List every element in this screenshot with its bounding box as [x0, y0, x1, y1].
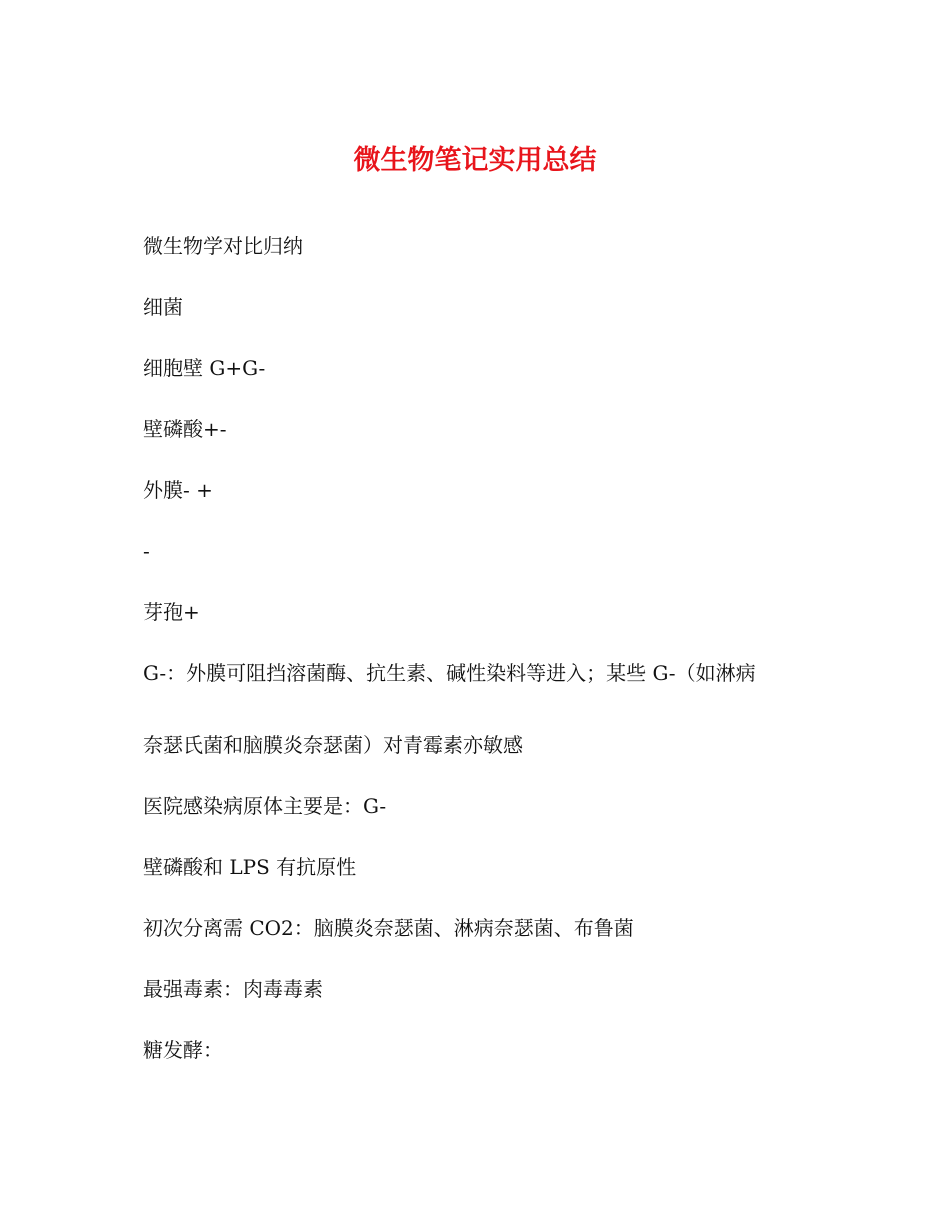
- paragraph: 壁磷酸和 LPS 有抗原性: [143, 855, 357, 879]
- paragraph-line: G-：外膜可阻挡溶菌酶、抗生素、碱性染料等进入；某些 G-（如淋病: [143, 661, 756, 685]
- document-body: [143, 228, 823, 1093]
- wrapped-paragraph: [143, 655, 823, 763]
- paragraph: 最强毒素：肉毒毒素: [143, 977, 323, 1001]
- paragraph: 微生物学对比归纳: [143, 234, 303, 258]
- paragraph: 细胞壁 G+G-: [143, 356, 266, 380]
- paragraph: 初次分离需 CO2：脑膜炎奈瑟菌、淋病奈瑟菌、布鲁菌: [143, 916, 634, 940]
- paragraph: 芽孢+: [143, 600, 200, 624]
- paragraph: 细菌: [143, 295, 183, 319]
- paragraph-line: 奈瑟氏菌和脑膜炎奈瑟菌）对青霉素亦敏感: [143, 733, 523, 757]
- paragraph: 医院感染病原体主要是：G-: [143, 794, 387, 818]
- paragraph: 壁磷酸+-: [143, 417, 227, 441]
- paragraph: -: [143, 539, 150, 563]
- paragraph: 糖发酵：: [143, 1038, 223, 1062]
- paragraph: 外膜- +: [143, 478, 213, 502]
- document-title: 微生物笔记实用总结: [353, 145, 597, 176]
